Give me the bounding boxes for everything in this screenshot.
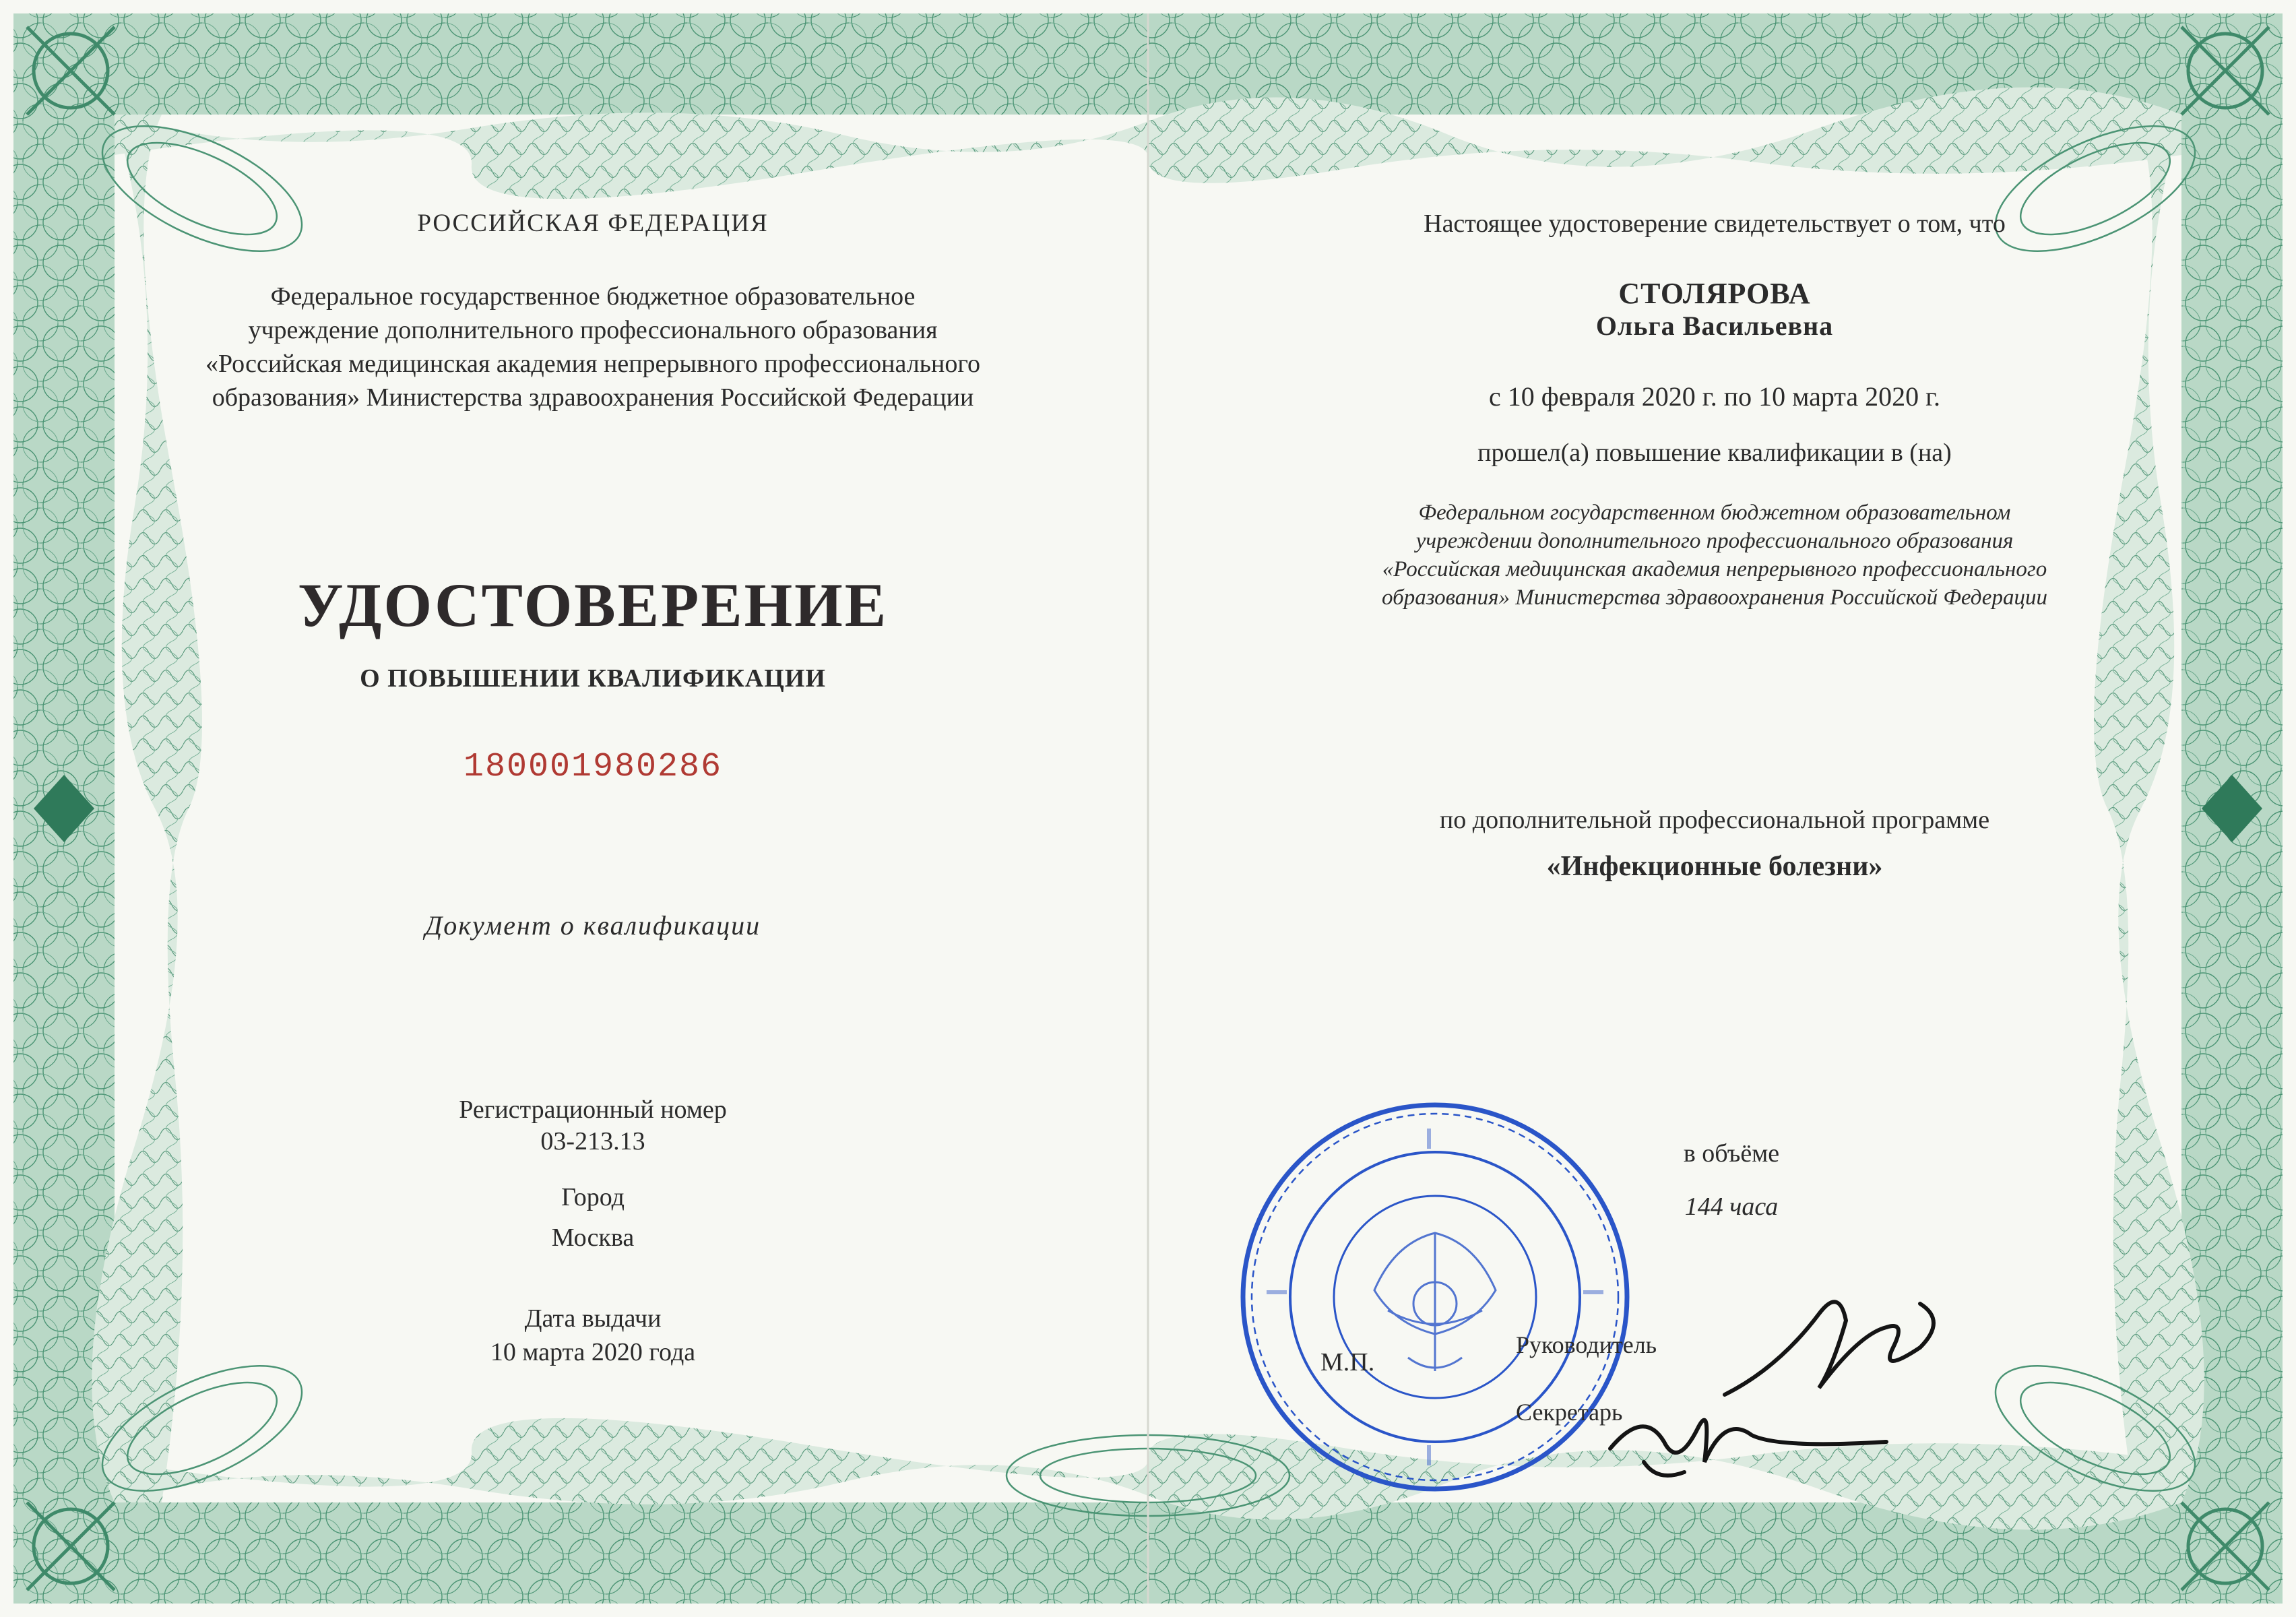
- document-type-label: Документ о квалификации: [424, 910, 761, 941]
- intro-text: Настоящее удостоверение свидетельствует о том, что: [1424, 210, 2006, 238]
- city-value: Москва: [551, 1224, 635, 1252]
- country-name: РОССИЙСКАЯ ФЕДЕРАЦИЯ: [417, 210, 769, 237]
- document-subtitle: О ПОВЫШЕНИИ КВАЛИФИКАЦИИ: [360, 664, 826, 693]
- issuer-line-3: «Российская медицинская академия непрерывного профессионального: [205, 350, 980, 378]
- volume-value: 144 часа: [1684, 1193, 1779, 1221]
- secretary-signature-label: Секретарь: [1516, 1399, 1623, 1426]
- head-signature-label: Руководитель: [1516, 1331, 1657, 1358]
- institution-line-4: образования» Министерства здравоохранения Российской Федерации: [1382, 585, 2047, 610]
- city-label: Город: [561, 1183, 625, 1211]
- holder-surname: СТОЛЯРОВА: [1618, 277, 1811, 310]
- issuer-line-4: образования» Министерства здравоохранения Российской Федерации: [212, 383, 974, 412]
- document-number: 180001980286: [463, 748, 723, 786]
- issuer-line-1: Федеральное государственное бюджетное образовательное: [270, 282, 916, 311]
- registration-label: Регистрационный номер: [459, 1096, 727, 1124]
- issue-date-label: Дата выдачи: [524, 1304, 662, 1333]
- institution-line-1: Федеральном государственном бюджетном образовательном: [1418, 501, 2011, 525]
- completion-text: прошел(а) повышение квалификации в (на): [1477, 439, 1952, 467]
- issue-date-value: 10 марта 2020 года: [490, 1338, 696, 1366]
- holder-given-names: Ольга Васильевна: [1595, 311, 1834, 341]
- training-period: с 10 февраля 2020 г. по 10 марта 2020 г.: [1489, 381, 1940, 412]
- volume-label: в объёме: [1683, 1139, 1780, 1168]
- document-title: УДОСТОВЕРЕНИЕ: [297, 571, 889, 639]
- issuer-line-2: учреждение дополнительного профессионального образования: [248, 316, 938, 344]
- institution-line-2: учреждении дополнительного профессионального образования: [1415, 529, 2014, 553]
- seal-place-label: М.П.: [1320, 1348, 1375, 1376]
- program-label: по дополнительной профессиональной программе: [1439, 806, 1990, 834]
- institution-line-3: «Российская медицинская академия непрерывного профессионального: [1382, 557, 2047, 581]
- registration-number: 03-213.13: [540, 1127, 645, 1155]
- program-name: «Инфекционные болезни»: [1546, 851, 1883, 882]
